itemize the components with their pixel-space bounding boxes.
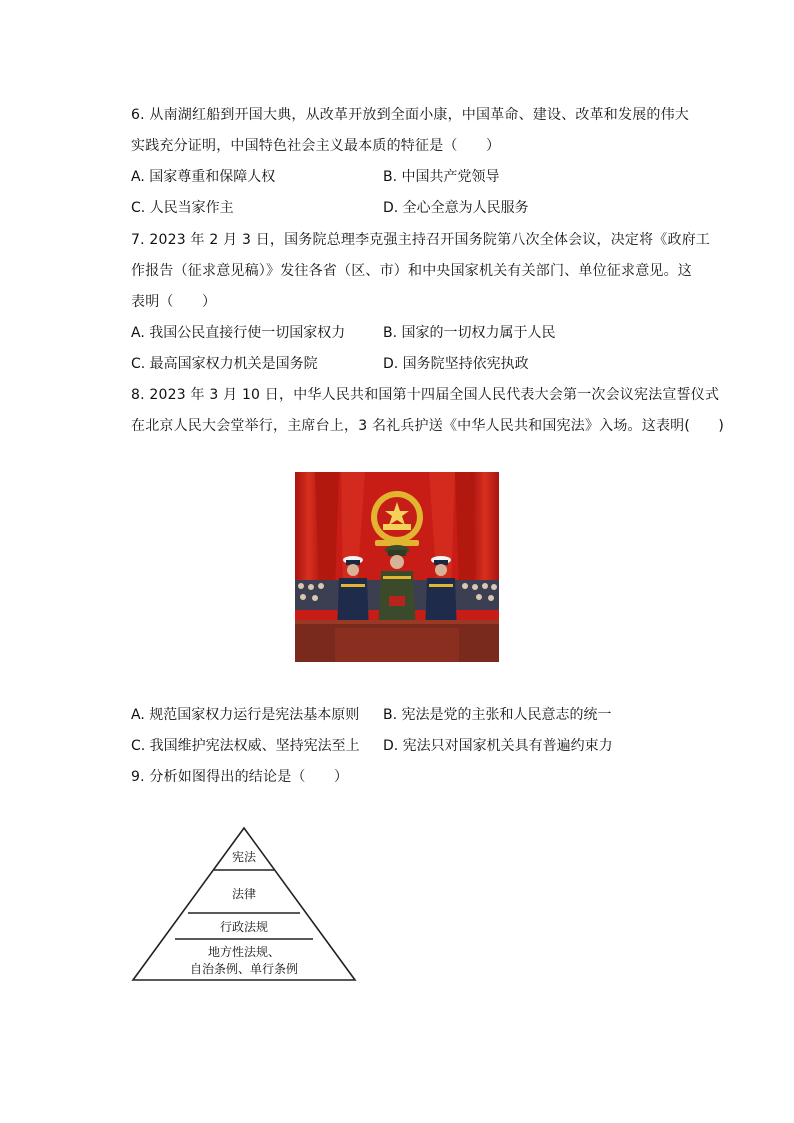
q6-option-d: D. 全心全意为人民服务 — [383, 200, 529, 216]
q7-option-d: D. 国务院坚持依宪执政 — [383, 356, 529, 372]
q8-option-a: A. 规范国家权力运行是宪法基本原则 — [131, 707, 360, 723]
q7-option-a: A. 我国公民直接行使一切国家权力 — [131, 325, 346, 341]
q6-option-a: A. 国家尊重和保障人权 — [131, 169, 276, 185]
q8-option-c: C. 我国维护宪法权威、坚持宪法至上 — [131, 738, 360, 754]
q8-option-d: D. 宪法只对国家机关具有普遍约束力 — [383, 738, 613, 754]
pyramid-level-local-regulations-line2: 自治条例、单行条例 — [189, 962, 299, 976]
q6-stem-line1: 6. 从南湖红船到开国大典，从改革开放到全面小康，中国革命、建设、改革和发展的伟大 — [131, 107, 690, 123]
q8-stem-line2: 在北京人民大会堂举行，主席台上，3 名礼兵护送《中华人民共和国宪法》入场。这表明( ) — [131, 418, 725, 434]
q7-option-b: B. 国家的一切权力属于人民 — [383, 325, 556, 341]
q9-stem: 9. 分析如图得出的结论是（ ） — [131, 769, 349, 785]
q6-option-b: B. 中国共产党领导 — [383, 169, 500, 185]
q8-option-b: B. 宪法是党的主张和人民意志的统一 — [383, 707, 612, 723]
q7-option-c: C. 最高国家权力机关是国务院 — [131, 356, 318, 372]
q8-stem-line1: 8. 2023 年 3 月 10 日，中华人民共和国第十四届全国人民代表大会第一次会议宪法宣誓仪式 — [131, 387, 720, 403]
pyramid-level-law: 法律 — [231, 887, 257, 901]
pyramid-level-local-regulations-line1: 地方性法规、 — [207, 945, 281, 959]
pyramid-level-constitution: 宪法 — [231, 850, 257, 864]
oath-ceremony-photo — [295, 472, 499, 662]
oath-ceremony-illustration — [295, 472, 499, 662]
q6-stem-line2: 实践充分证明，中国特色社会主义最本质的特征是（ ） — [131, 138, 501, 154]
legal-hierarchy-pyramid — [131, 826, 357, 982]
pyramid-level-administrative-regulations: 行政法规 — [219, 920, 269, 934]
q7-stem-line3: 表明（ ） — [131, 294, 217, 310]
q7-stem-line2: 作报告（征求意见稿）》发往各省（区、市）和中央国家机关有关部门、单位征求意见。这 — [131, 263, 692, 279]
q7-stem-line1: 7. 2023 年 2 月 3 日，国务院总理李克强主持召开国务院第八次全体会议，决定将《政府工 — [131, 232, 711, 248]
q6-option-c: C. 人民当家作主 — [131, 200, 234, 216]
